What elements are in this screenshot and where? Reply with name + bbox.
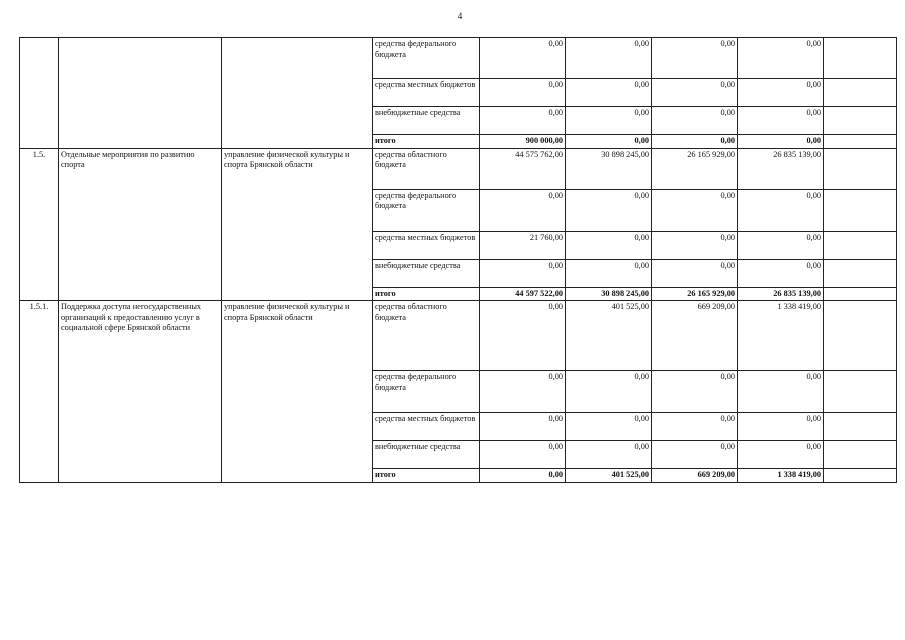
amount-cell: 0,00 [652, 231, 738, 259]
amount-cell: 0,00 [480, 413, 566, 441]
item-number-cell: 1.5. [20, 148, 59, 301]
amount-cell: 26 835 139,00 [738, 287, 824, 301]
amount-cell: 0,00 [738, 135, 824, 149]
amount-cell: 669 209,00 [652, 469, 738, 483]
funding-source-cell: внебюджетные средства [373, 441, 480, 469]
funding-source-cell: средства федерального бюджета [373, 38, 480, 79]
amount-cell: 0,00 [480, 301, 566, 371]
empty-cell [824, 301, 897, 371]
amount-cell: 21 760,00 [480, 231, 566, 259]
empty-cell [824, 107, 897, 135]
executor-cell: управление физической культуры и спорта Брянской области [222, 301, 373, 483]
empty-cell [824, 189, 897, 231]
amount-cell: 0,00 [566, 371, 652, 413]
amount-cell: 0,00 [566, 189, 652, 231]
table-row [20, 38, 897, 79]
amount-cell: 669 209,00 [652, 301, 738, 371]
funding-source-cell: итого [373, 469, 480, 483]
item-number-cell: 1.5.1. [20, 301, 59, 483]
amount-cell: 0,00 [652, 259, 738, 287]
budget-table-body [20, 38, 897, 483]
funding-source-cell: итого [373, 135, 480, 149]
amount-cell: 401 525,00 [566, 301, 652, 371]
amount-cell: 0,00 [738, 441, 824, 469]
amount-cell: 26 165 929,00 [652, 287, 738, 301]
empty-cell [824, 38, 897, 79]
amount-cell: 0,00 [738, 38, 824, 79]
amount-cell: 26 835 139,00 [738, 148, 824, 189]
amount-cell: 26 165 929,00 [652, 148, 738, 189]
amount-cell: 0,00 [566, 107, 652, 135]
budget-table [19, 37, 897, 483]
amount-cell: 0,00 [652, 79, 738, 107]
amount-cell: 0,00 [566, 259, 652, 287]
executor-cell [222, 38, 373, 149]
table-row [20, 301, 897, 371]
funding-source-cell: средства местных бюджетов [373, 413, 480, 441]
amount-cell: 0,00 [480, 441, 566, 469]
amount-cell: 30 898 245,00 [566, 148, 652, 189]
amount-cell: 44 597 522,00 [480, 287, 566, 301]
amount-cell: 1 338 419,00 [738, 301, 824, 371]
amount-cell: 0,00 [566, 135, 652, 149]
empty-cell [824, 231, 897, 259]
amount-cell: 0,00 [738, 79, 824, 107]
empty-cell [824, 287, 897, 301]
empty-cell [824, 441, 897, 469]
amount-cell: 0,00 [652, 135, 738, 149]
amount-cell: 0,00 [480, 38, 566, 79]
amount-cell: 0,00 [480, 371, 566, 413]
funding-source-cell: средства областного бюджета [373, 148, 480, 189]
empty-cell [824, 148, 897, 189]
amount-cell: 0,00 [738, 371, 824, 413]
table-row [20, 148, 897, 189]
amount-cell: 0,00 [480, 259, 566, 287]
funding-source-cell: внебюджетные средства [373, 259, 480, 287]
amount-cell: 0,00 [480, 189, 566, 231]
funding-source-cell: средства федерального бюджета [373, 371, 480, 413]
item-number-cell [20, 38, 59, 149]
amount-cell: 0,00 [566, 413, 652, 441]
amount-cell: 0,00 [566, 441, 652, 469]
funding-source-cell: итого [373, 287, 480, 301]
amount-cell: 0,00 [738, 231, 824, 259]
amount-cell: 0,00 [652, 107, 738, 135]
item-name-cell: Поддержка доступа негосударственных организаций к предоставлению услуг в социальной сфере Брянской области [59, 301, 222, 483]
item-name-cell: Отдельные мероприятия по развитию спорта [59, 148, 222, 301]
empty-cell [824, 413, 897, 441]
amount-cell: 0,00 [738, 107, 824, 135]
amount-cell: 44 575 762,00 [480, 148, 566, 189]
amount-cell: 30 898 245,00 [566, 287, 652, 301]
funding-source-cell: внебюджетные средства [373, 107, 480, 135]
empty-cell [824, 135, 897, 149]
amount-cell: 1 338 419,00 [738, 469, 824, 483]
amount-cell: 0,00 [480, 79, 566, 107]
empty-cell [824, 469, 897, 483]
amount-cell: 0,00 [566, 79, 652, 107]
amount-cell: 0,00 [652, 371, 738, 413]
funding-source-cell: средства местных бюджетов [373, 79, 480, 107]
funding-source-cell: средства местных бюджетов [373, 231, 480, 259]
amount-cell: 401 525,00 [566, 469, 652, 483]
amount-cell: 0,00 [652, 413, 738, 441]
page-number: 4 [457, 11, 463, 21]
amount-cell: 0,00 [738, 189, 824, 231]
amount-cell: 0,00 [480, 469, 566, 483]
amount-cell: 0,00 [652, 189, 738, 231]
executor-cell: управление физической культуры и спорта Брянской области [222, 148, 373, 301]
amount-cell: 0,00 [738, 259, 824, 287]
amount-cell: 0,00 [566, 38, 652, 79]
empty-cell [824, 371, 897, 413]
item-name-cell [59, 38, 222, 149]
empty-cell [824, 259, 897, 287]
amount-cell: 0,00 [738, 413, 824, 441]
amount-cell: 900 000,00 [480, 135, 566, 149]
empty-cell [824, 79, 897, 107]
funding-source-cell: средства федерального бюджета [373, 189, 480, 231]
amount-cell: 0,00 [566, 231, 652, 259]
amount-cell: 0,00 [652, 441, 738, 469]
funding-source-cell: средства областного бюджета [373, 301, 480, 371]
amount-cell: 0,00 [480, 107, 566, 135]
amount-cell: 0,00 [652, 38, 738, 79]
